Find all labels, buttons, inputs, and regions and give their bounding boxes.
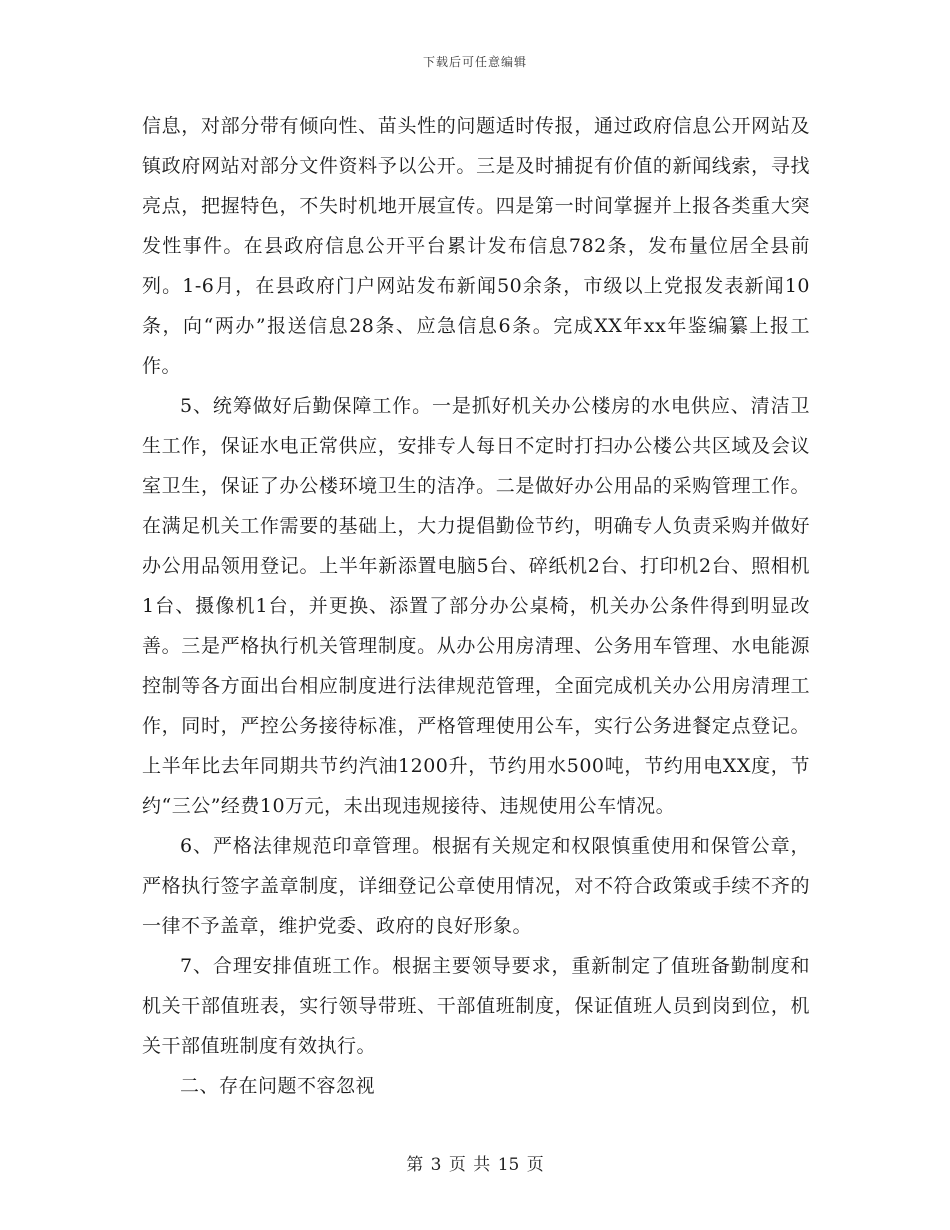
page-header: 下载后可任意编辑 — [422, 55, 527, 69]
page-number: 第 3 页 共 15 页 — [406, 1155, 544, 1175]
section-heading: 二、存在问题不容忽视 — [180, 1075, 376, 1097]
paragraph-duty-schedule: 7、合理安排值班工作。根据主要领导要求，重新制定了值班备勤制度和机关干部值班表，实行领导带班、干部值班制度，保证值班人员到岗到位，机关干部值班制度有效执行。 — [142, 955, 810, 1057]
paragraph-continuation: 信息，对部分带有倾向性、苗头性的问题适时传报，通过政府信息公开网站及镇政府网站对部分文件资料予以公开。三是及时捕捉有价值的新闻线索，寻找亮点，把握特色，不失时机地开展宣传。四是第一时间掌握并上报各类重大突发性事件。在县政府信息公开平台累计发布信息782条，发布量位居全县前列。1-6月，在县政府门户网站发布新闻50余条，市级以上党报发表新闻10条，向“两办”报送信息28条、应急信息6条。完成XX年xx年鉴编纂上报工作。 — [142, 115, 810, 377]
paragraph-seal-management: 6、严格法律规范印章管理。根据有关规定和权限慎重使用和保管公章，严格执行签字盖章制度，详细登记公章使用情况，对不符合政策或手续不齐的一律不予盖章，维护党委、政府的良好形象。 — [142, 835, 810, 937]
paragraph-logistics: 5、统筹做好后勤保障工作。一是抓好机关办公楼房的水电供应、清洁卫生工作，保证水电正常供应，安排专人每日不定时打扫办公楼公共区域及会议室卫生，保证了办公楼环境卫生的洁净。二是做好办公用品的采购管理工作。在满足机关工作需要的基础上，大力提倡勤俭节约，明确专人负责采购并做好办公用品领用登记。上半年新添置电脑5台、碎纸机2台、打印机2台、照相机1台、摄像机1台，并更换、添置了部分办公桌椅，机关办公条件得到明显改善。三是严格执行机关管理制度。从办公用房清理、公务用车管理、水电能源控制等各方面出台相应制度进行法律规范管理，全面完成机关办公用房清理工作，同时，严控公务接待标准，严格管理使用公车，实行公务进餐定点登记。上半年比去年同期共节约汽油1200升，节约用水500吨，节约用电XX度，节约“三公”经费10万元，未出现违规接待、违规使用公车情况。 — [142, 395, 810, 817]
document-body — [142, 106, 810, 1106]
